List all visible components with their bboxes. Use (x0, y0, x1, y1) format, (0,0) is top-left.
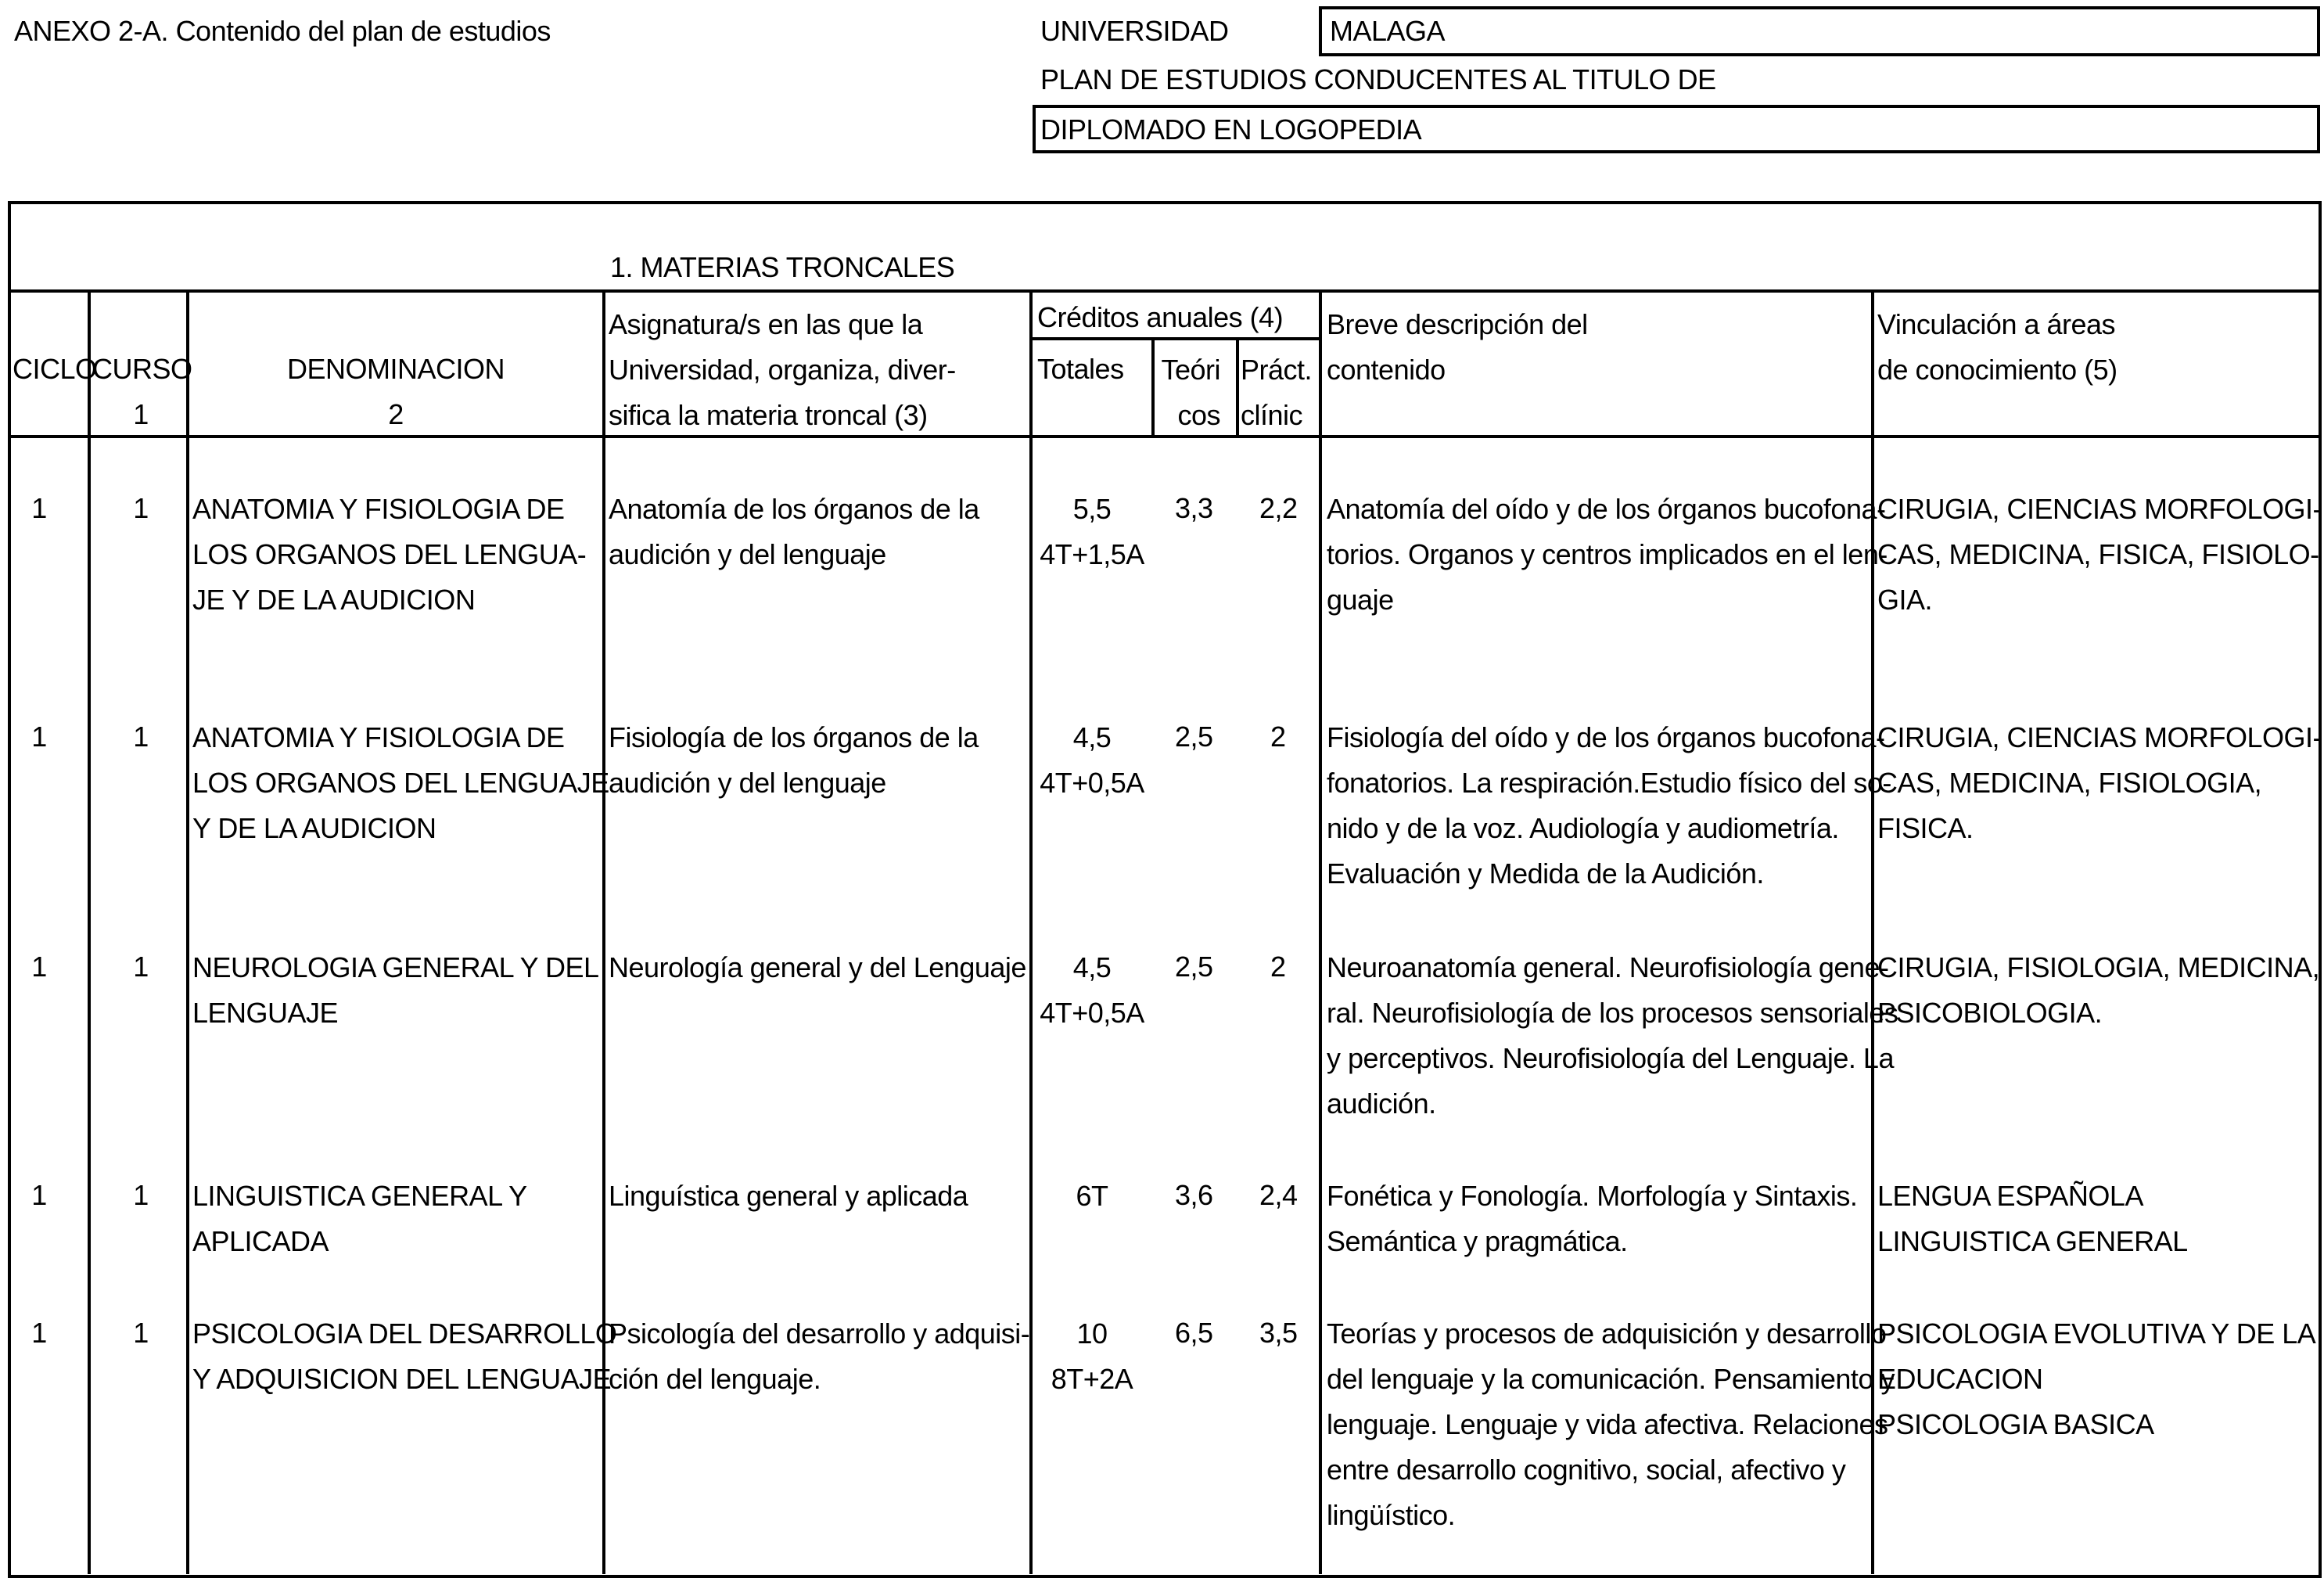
col-header-descripcion: Breve descripción del contenido (1327, 308, 1588, 386)
university-box (1319, 6, 2320, 56)
cell-vinculacion: CIRUGIA, CIENCIAS MORFOLOGI- CAS, MEDICINA, FISIOLOGIA, FISICA. (1877, 721, 2322, 844)
cell-ciclo: 1 (31, 721, 47, 753)
cell-denominacion: ANATOMIA Y FISIOLOGIA DE LOS ORGANOS DEL LENGUA- JE Y DE LA AUDICION (192, 493, 587, 616)
cell-descripcion: Fisiología del oído y de los órganos bucofona- fonatorios. La respiración.Estudio físico del so- nido y de la voz. Audiología y audiometría. Evaluación y Medida de la Audición. (1327, 721, 1891, 890)
cell-teoricos: 2,5 (1175, 951, 1213, 983)
section-title: 1. MATERIAS TRONCALES (610, 251, 955, 283)
cell-ciclo: 1 (31, 1179, 47, 1211)
credits-divider (1033, 337, 1322, 340)
cell-ciclo: 1 (31, 951, 47, 983)
degree-value: DIPLOMADO EN LOGOPEDIA (1040, 113, 1422, 146)
cell-totales: 10 8T+2A (1051, 1317, 1133, 1395)
cell-asignatura: Linguística general y aplicada (609, 1180, 968, 1212)
cell-descripcion: Fonética y Fonología. Morfología y Sintaxis. Semántica y pragmática. (1327, 1180, 1858, 1257)
cell-totales: 4,5 4T+0,5A (1040, 951, 1144, 1029)
university-label: UNIVERSIDAD (1040, 15, 1229, 47)
cell-practicos: 2 (1270, 951, 1286, 983)
cell-vinculacion: CIRUGIA, FISIOLOGIA, MEDICINA, PSICOBIOLOGIA. (1877, 951, 2320, 1029)
cell-denominacion: NEUROLOGIA GENERAL Y DEL LENGUAJE (192, 951, 599, 1029)
col-header-asignatura: Asignatura/s en las que la Universidad, organiza, diver- sifica la materia troncal (3) (609, 308, 956, 431)
cell-vinculacion: LENGUA ESPAÑOLA LINGUISTICA GENERAL (1877, 1180, 2188, 1257)
cell-ciclo: 1 (31, 1317, 47, 1349)
cell-descripcion: Anatomía del oído y de los órganos bucofona- torios. Organos y centros implicados en el len- guaje (1327, 493, 1888, 616)
annex-title: ANEXO 2-A. Contenido del plan de estudios (14, 15, 551, 47)
cell-curso: 1 (133, 721, 149, 753)
cell-totales: 4,5 4T+0,5A (1040, 721, 1144, 799)
cell-curso: 1 (133, 951, 149, 983)
col-header-totales: Totales (1037, 353, 1124, 385)
col-header-creditos: Créditos anuales (4) (1037, 301, 1284, 333)
cell-ciclo: 1 (31, 492, 47, 524)
col-header-teoricos: Teóri cos (1161, 354, 1220, 431)
col-header-vinculacion: Vinculación a áreas de conocimiento (5) (1877, 308, 2117, 386)
col-header-curso-num: 1 (133, 398, 149, 430)
col-header-ciclo: CICLO (13, 353, 97, 385)
cell-totales: 5,5 4T+1,5A (1040, 493, 1144, 570)
cell-curso: 1 (133, 1179, 149, 1211)
column-divider (1151, 339, 1155, 437)
cell-asignatura: Fisiología de los órganos de la audición y del lenguaje (609, 721, 979, 799)
cell-teoricos: 6,5 (1175, 1317, 1213, 1349)
cell-vinculacion: PSICOLOGIA EVOLUTIVA Y DE LA EDUCACION PSICOLOGIA BASICA (1877, 1317, 2316, 1440)
col-header-denominacion-num: 2 (388, 398, 404, 430)
column-divider (88, 291, 91, 1574)
col-header-practicos: Práct. clínic (1241, 354, 1313, 431)
cell-teoricos: 3,3 (1175, 492, 1213, 524)
section-divider (8, 289, 2322, 293)
university-value: MALAGA (1330, 15, 1446, 47)
col-header-curso: CURSO (92, 353, 192, 385)
cell-descripcion: Neuroanatomía general. Neurofisiología gene- ral. Neurofisiología de los procesos sensoriales y perceptivos. Neurofisiología del Lenguaje. La audición. (1327, 951, 1898, 1120)
column-divider (186, 291, 189, 1574)
cell-practicos: 2,4 (1259, 1179, 1298, 1211)
column-divider (1236, 339, 1239, 437)
cell-asignatura: Anatomía de los órganos de la audición y del lenguaje (609, 493, 979, 570)
cell-denominacion: ANATOMIA Y FISIOLOGIA DE LOS ORGANOS DEL LENGUAJE Y DE LA AUDICION (192, 721, 609, 844)
cell-curso: 1 (133, 1317, 149, 1349)
cell-curso: 1 (133, 492, 149, 524)
cell-denominacion: LINGUISTICA GENERAL Y APLICADA (192, 1180, 527, 1257)
column-divider (1319, 291, 1322, 1574)
cell-teoricos: 2,5 (1175, 721, 1213, 753)
cell-totales: 6T (1076, 1180, 1108, 1212)
cell-teoricos: 3,6 (1175, 1179, 1213, 1211)
plan-label: PLAN DE ESTUDIOS CONDUCENTES AL TITULO DE (1040, 63, 1716, 95)
cell-denominacion: PSICOLOGIA DEL DESARROLLO Y ADQUISICION DEL LENGUAJE (192, 1317, 617, 1395)
cell-asignatura: Psicología del desarrollo y adquisi- ción del lenguaje. (609, 1317, 1030, 1395)
cell-practicos: 2 (1270, 721, 1286, 753)
cell-practicos: 3,5 (1259, 1317, 1298, 1349)
cell-practicos: 2,2 (1259, 492, 1298, 524)
cell-vinculacion: CIRUGIA, CIENCIAS MORFOLOGI- CAS, MEDICINA, FISICA, FISIOLO- GIA. (1877, 493, 2322, 616)
cell-descripcion: Teorías y procesos de adquisición y desarrollo del lenguaje y la comunicación. Pensamiento y lenguaje. Lenguaje y vida afectiva. Relaciones entre desarrollo cognitivo, social, afectivo y lingüístico. (1327, 1317, 1895, 1531)
col-header-denominacion: DENOMINACION (286, 353, 505, 385)
cell-asignatura: Neurología general y del Lenguaje (609, 951, 1026, 983)
